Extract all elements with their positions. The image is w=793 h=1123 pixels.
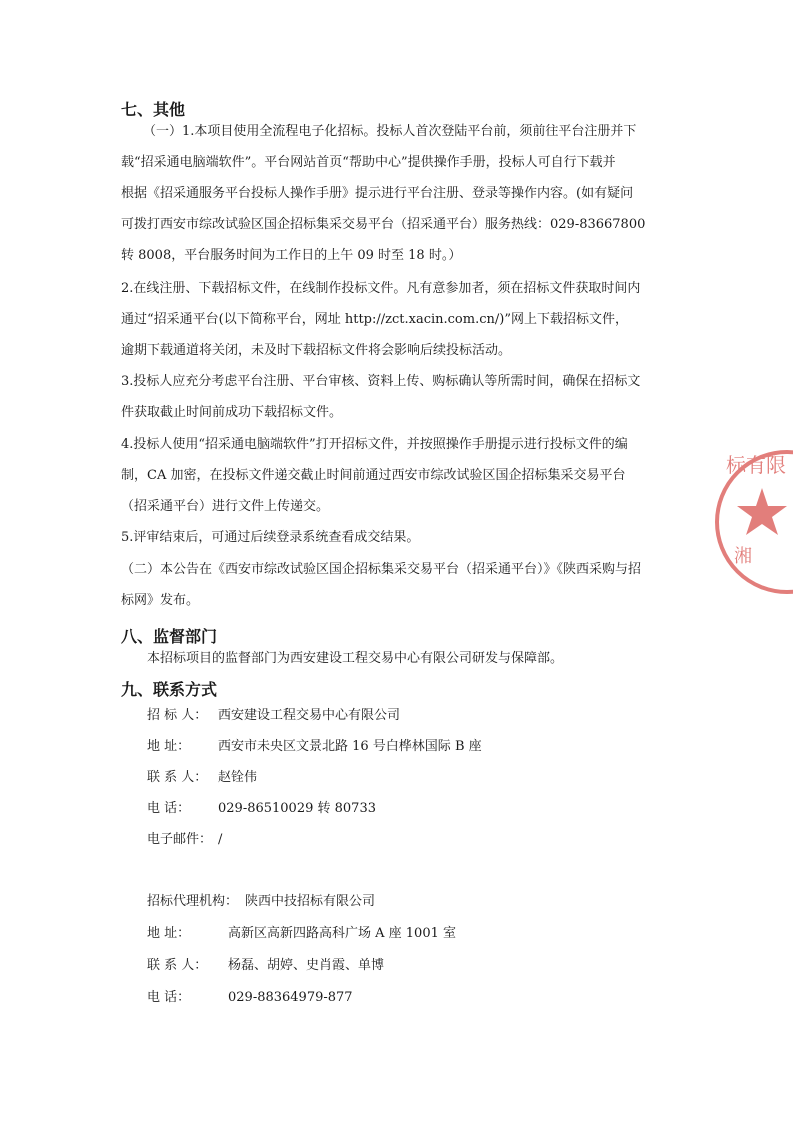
tenderer-addr: 西安市未央区文景北路 16 号白桦林国际 B 座 xyxy=(218,739,482,754)
item-1-line-2: 载“招采通电脑端软件”。平台网站首页“帮助中心”提供操作手册，投标人可自行下载并 xyxy=(121,155,616,170)
section-7-heading: 七、其他 xyxy=(121,100,186,119)
section-9-heading: 九、联系方式 xyxy=(121,680,218,699)
agency-phone-label: 电 话： xyxy=(147,990,191,1005)
seal-star-icon xyxy=(737,488,787,535)
item-3-line-2: 件获取截止时间前成功下载招标文件。 xyxy=(121,405,343,420)
item-5: 5.评审结束后，可通过后续登录系统查看成交结果。 xyxy=(121,530,420,545)
item-4-line-3: （招采通平台）进行文件上传递交。 xyxy=(121,499,330,514)
agency-contact-label: 联 系 人： xyxy=(147,958,208,973)
item-3-line-1: 3.投标人应充分考虑平台注册、平台审核、资料上传、购标确认等所需时间，确保在招标文 xyxy=(121,374,641,389)
tenderer-email-label: 电子邮件： xyxy=(147,832,213,847)
tenderer-name: 西安建设工程交易中心有限公司 xyxy=(218,708,401,723)
item-1-line-4: 可拨打西安市综改试验区国企招标集采交易平台（招采通平台）服务热线：029-83667800 xyxy=(121,217,646,232)
agency-addr-label: 地 址： xyxy=(147,926,191,941)
agency-name-label: 招标代理机构： xyxy=(147,894,239,909)
item-b-line-1: （二）本公告在《西安市综改试验区国企招标集采交易平台（招采通平台）》《陕西采购与招 xyxy=(121,562,642,577)
agency-contact: 杨磊、胡婷、史肖霞、单博 xyxy=(228,958,385,973)
item-4-line-1: 4.投标人使用“招采通电脑端软件”打开招标文件，并按照操作手册提示进行投标文件的编 xyxy=(121,437,628,452)
item-1-line-5: 转 8008，平台服务时间为工作日的上午 09 时至 18 时。） xyxy=(121,248,462,263)
item-4-line-2: 制，CA 加密，在投标文件递交截止时间前通过西安市综改试验区国企招标集采交易平台 xyxy=(121,468,626,483)
seal-text-side: 湘 xyxy=(734,546,752,567)
item-1-line-1: （一）1.本项目使用全流程电子化招标。投标人首次登陆平台前，须前往平台注册并下 xyxy=(143,124,637,139)
item-2-line-3: 逾期下载通道将关闭，未及时下载招标文件将会影响后续投标活动。 xyxy=(121,343,512,358)
agency-addr: 高新区高新四路高科广场 A 座 1001 室 xyxy=(228,926,457,941)
agency-phone: 029-88364979-877 xyxy=(228,990,353,1005)
item-b-line-2: 标网》发布。 xyxy=(121,593,200,608)
tenderer-email: / xyxy=(218,832,223,847)
tenderer-phone-label: 电 话： xyxy=(147,801,191,816)
company-seal-stamp xyxy=(712,440,793,605)
seal-text-top: 标有限 xyxy=(726,453,786,477)
agency-name: 陕西中技招标有限公司 xyxy=(245,894,376,909)
tenderer-name-label: 招 标 人： xyxy=(147,708,208,723)
item-1-line-3: 根据《招采通服务平台投标人操作手册》提示进行平台注册、登录等操作内容。(如有疑问 xyxy=(121,186,634,201)
tenderer-contact-label: 联 系 人： xyxy=(147,770,208,785)
item-2-line-1: 2.在线注册、下载招标文件，在线制作投标文件。凡有意参加者，须在招标文件获取时间内 xyxy=(121,281,641,296)
tenderer-contact: 赵铨伟 xyxy=(218,770,258,785)
tenderer-addr-label: 地 址： xyxy=(147,739,191,754)
section-8-heading: 八、监督部门 xyxy=(121,627,218,646)
item-2-line-2: 通过“招采通平台(以下简称平台，网址 http://zct.xacin.com.cn/)”网上下载招标文件， xyxy=(121,312,628,327)
supervision-text: 本招标项目的监督部门为西安建设工程交易中心有限公司研发与保障部。 xyxy=(147,651,564,666)
tenderer-phone: 029-86510029 转 80733 xyxy=(218,801,376,816)
